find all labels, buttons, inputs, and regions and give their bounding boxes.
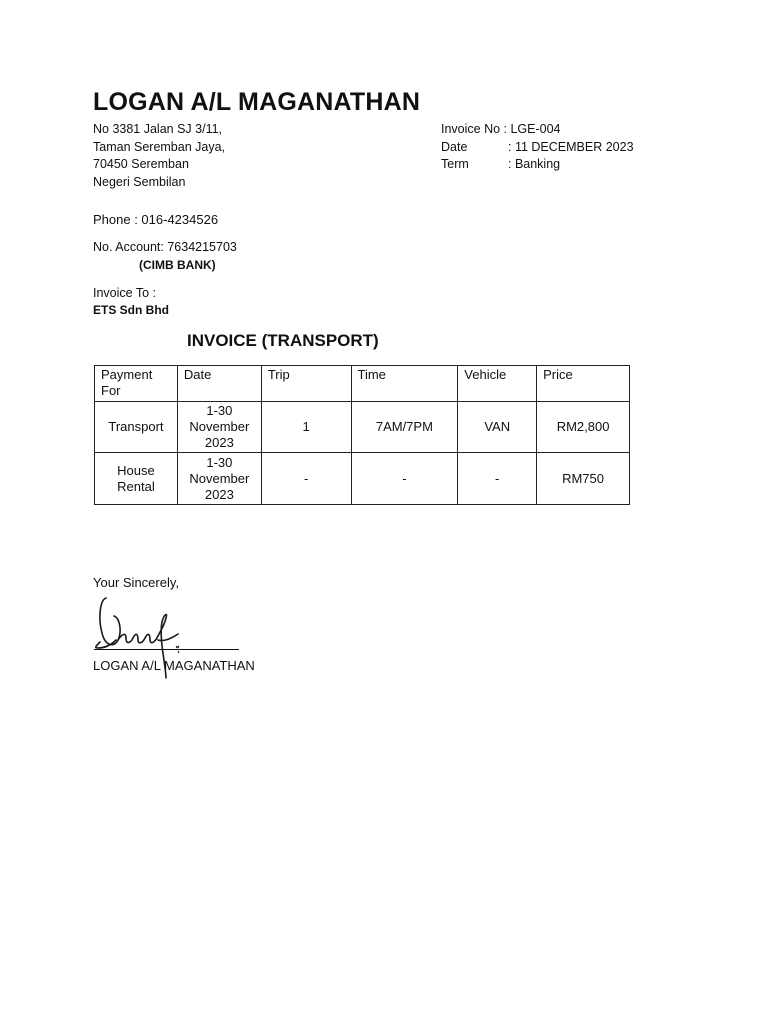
address-line-4: Negeri Sembilan [93,175,186,189]
term-label: Term [441,157,469,171]
cell-time: - [351,453,458,505]
header-date: Date [177,366,261,402]
cell-time: 7AM/7PM [351,402,458,453]
closing-salutation: Your Sincerely, [93,575,179,590]
address-line-2: Taman Seremban Jaya, [93,140,226,154]
cell-price: RM2,800 [537,402,630,453]
cell-trip: - [261,453,351,505]
cell-price: RM750 [537,453,630,505]
header-trip: Trip [261,366,351,402]
recipient-name: ETS Sdn Bhd [93,303,169,317]
header-price: Price [537,366,630,402]
cell-date: 1-30 November 2023 [177,453,261,505]
header-payment-for: Payment For [95,366,178,402]
term-value: : Banking [508,157,561,171]
signature-line [94,649,239,650]
date-label: Date [441,140,468,154]
invoice-title: INVOICE (TRANSPORT) [187,331,379,350]
invoice-number: Invoice No : LGE-004 [441,122,561,136]
cell-vehicle: VAN [458,402,537,453]
address-line-1: No 3381 Jalan SJ 3/11, [93,122,223,136]
address-line-3: 70450 Seremban [93,157,189,171]
date-value: : 11 DECEMBER 2023 [508,140,634,154]
cell-trip: 1 [261,402,351,453]
invoice-table [94,365,630,505]
header-time: Time [351,366,458,402]
table-row [95,453,630,505]
cell-payment-for: Transport [95,402,178,453]
invoice-to-label: Invoice To : [93,286,157,300]
cell-payment-for: House Rental [95,453,178,505]
bank-name: (CIMB BANK) [139,258,216,272]
phone-number: Phone : 016-4234526 [93,212,219,227]
table-header-row [95,366,630,402]
signer-name: LOGAN A/L MAGANATHAN [93,658,255,673]
cell-vehicle: - [458,453,537,505]
table-row [95,402,630,453]
account-number: No. Account: 7634215703 [93,240,237,254]
cell-date: 1-30 November 2023 [177,402,261,453]
header-vehicle: Vehicle [458,366,537,402]
sender-name: LOGAN A/L MAGANATHAN [93,88,421,116]
